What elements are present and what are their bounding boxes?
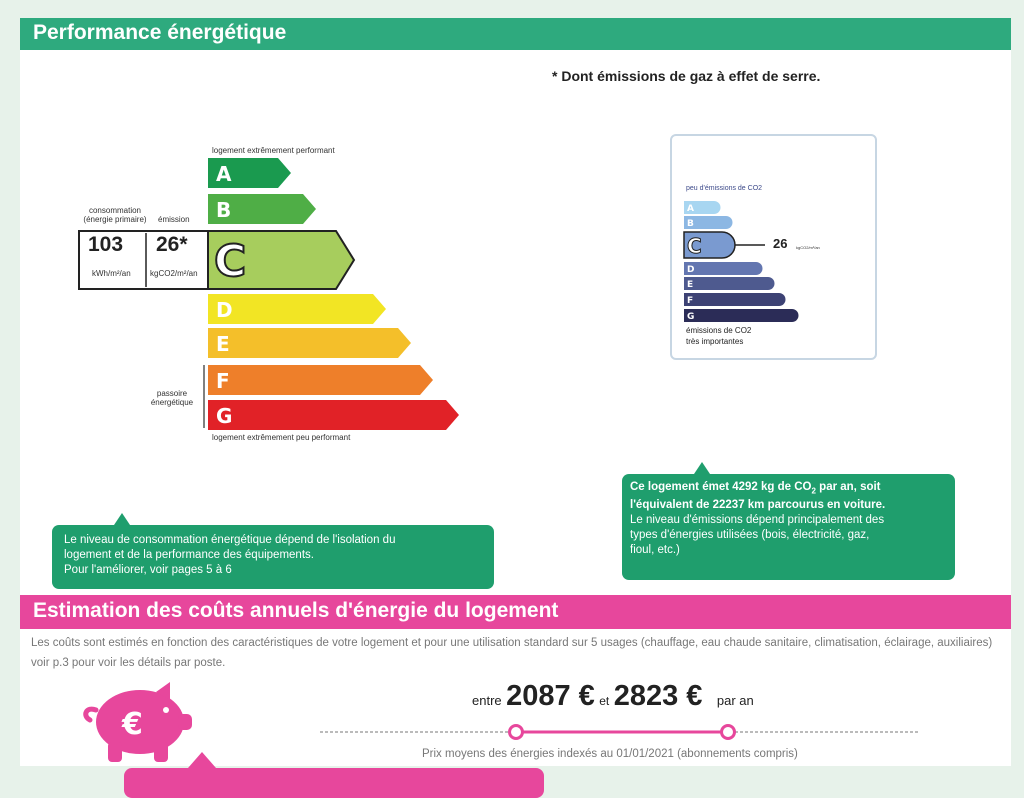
ges-letter-d: D — [687, 265, 695, 275]
ges-letter-e: E — [687, 280, 694, 290]
ges-bar-d — [684, 262, 763, 275]
cost-info-box — [124, 768, 544, 798]
ges-top-label: peu d'émissions de CO2 — [686, 185, 763, 192]
cost-max: 2823 € — [613, 680, 703, 712]
tip-right-line4: types d'énergies utilisées (bois, électricité, gaz, — [630, 529, 870, 542]
dpe-letter-e: E — [216, 332, 230, 356]
passoire-label: passoire énergétique — [150, 389, 194, 407]
dpe-letter-c: C — [214, 236, 247, 287]
emissions-info-box — [622, 474, 955, 580]
tip-right-line5: fioul, etc.) — [630, 544, 680, 557]
consumption-label: consommation (énergie primaire) — [83, 206, 147, 224]
cost-entre: entre — [472, 693, 502, 708]
emission-unit: kgCO2/m²/an — [150, 269, 198, 278]
cost-range — [472, 680, 754, 713]
dpe-letter-g: G — [216, 404, 233, 428]
ges-bar-g — [684, 309, 799, 322]
consumption-value: 103 — [88, 233, 124, 256]
ges-bottom-label-2: très importantes — [686, 337, 744, 346]
tip-left-line2: logement et de la performance des équipements. — [64, 549, 314, 561]
dpe-bar-d — [208, 294, 386, 324]
cost-info-pointer — [180, 750, 220, 770]
ges-letter-f: F — [687, 296, 694, 306]
dpe-top-label: logement extrêmement performant — [212, 146, 335, 155]
cost-footnote: Prix moyens des énergies indexés au 01/01/2021 (abonnements compris) — [422, 748, 798, 760]
dpe-letter-f: F — [216, 369, 230, 393]
tip-right-line3: Le niveau d'émissions dépend principalement des — [630, 514, 885, 527]
dpe-bottom-label: logement extrêmement peu performant — [212, 433, 351, 442]
ges-letter-b: B — [687, 219, 694, 229]
ges-letter-g: G — [687, 312, 695, 322]
ges-letter-a: A — [687, 204, 694, 214]
ges-bottom-label-1: émissions de CO2 — [686, 326, 752, 335]
cost-par-an: par an — [716, 693, 754, 708]
tip-right-line1b: par an, soit — [815, 481, 881, 493]
tip-right-line1a: Ce logement émet 4292 kg de CO — [630, 481, 812, 493]
cost-et: et — [599, 694, 610, 708]
cost-range-track — [320, 722, 920, 742]
tip-left-line3: Pour l'améliorer, voir pages 5 à 6 — [64, 564, 232, 576]
costs-header: Estimation des coûts annuels d'énergie du logement — [20, 595, 1011, 629]
ges-value: 26 — [773, 236, 788, 251]
ges-note: * Dont émissions de gaz à effet de serre. — [552, 68, 821, 84]
dpe-letter-a: A — [216, 162, 232, 186]
emission-label: émission — [158, 215, 190, 224]
dpe-letter-b: B — [216, 198, 232, 222]
ges-bar-f — [684, 293, 786, 306]
dpe-energy-label — [70, 140, 470, 450]
ges-bar-e — [684, 277, 775, 290]
ges-letter-c: C — [687, 234, 702, 258]
ges-unit: kgCO2/m²/an — [796, 245, 820, 250]
dpe-bar-f — [208, 365, 433, 395]
consumption-unit: kWh/m²/an — [92, 269, 131, 278]
svg-text:€: € — [122, 707, 143, 742]
dpe-bar-g — [208, 400, 459, 430]
consumption-info-box — [52, 525, 494, 589]
dpe-letter-d: D — [216, 298, 233, 322]
tip-right-line1 — [630, 480, 947, 498]
dpe-bar-e — [208, 328, 411, 358]
tip-right-line2: l'équivalent de 22237 km parcourus en voiture. — [630, 499, 886, 512]
tip-right-sub: 2 — [811, 486, 816, 496]
tip-left-line1: Le niveau de consommation énergétique dépend de l'isolation du — [64, 534, 396, 546]
performance-header: Performance énergétique — [20, 18, 1011, 50]
costs-description: Les coûts sont estimés en fonction des caractéristiques de votre logement et pour une utilisation standard sur 5 usages (chauffage, eau chaude sanitaire, climatisation, éclairage, auxiliaires) voir p.3 pour voir les détails par poste. — [31, 637, 993, 669]
cost-min: 2087 € — [506, 680, 595, 712]
piggy-bank-icon — [78, 678, 196, 766]
emission-value: 26* — [156, 233, 188, 256]
